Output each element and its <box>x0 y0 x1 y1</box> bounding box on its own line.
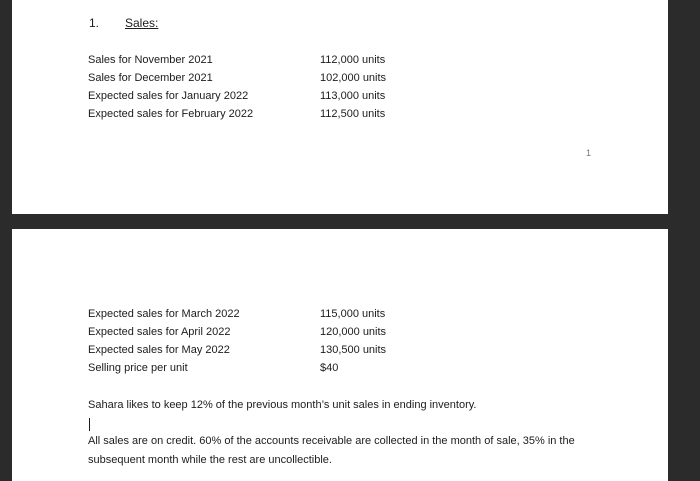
row-label: Expected sales for February 2022 <box>88 108 254 120</box>
sales-row-april-2022 <box>88 323 418 341</box>
row-value: 115,000 units <box>320 308 386 320</box>
sales-row-march-2022 <box>88 305 418 323</box>
row-label: Expected sales for May 2022 <box>88 344 230 356</box>
row-value: 113,000 units <box>320 90 386 102</box>
row-label: Expected sales for April 2022 <box>88 326 231 338</box>
row-value: 112,500 units <box>320 108 386 120</box>
text-cursor <box>89 418 90 431</box>
document-page-1 <box>12 0 668 214</box>
section-number: 1. <box>89 16 100 30</box>
row-value: $40 <box>320 362 339 374</box>
document-page-2[interactable] <box>12 229 668 481</box>
credit-policy-paragraph: All sales are on credit. 60% of the accounts receivable are collected in the month of sale, 35% in the subsequent month while the rest are uncollectible. <box>88 435 575 466</box>
sales-row-may-2022 <box>88 341 418 359</box>
row-label: Sales for December 2021 <box>88 72 213 84</box>
row-label: Expected sales for January 2022 <box>88 90 249 102</box>
page-number: 1 <box>586 148 592 158</box>
row-value: 130,500 units <box>320 344 387 356</box>
sales-row-january-2022 <box>88 87 418 105</box>
selling-price-row <box>88 359 418 377</box>
sales-row-november-2021 <box>88 51 418 69</box>
row-value: 102,000 units <box>320 72 387 84</box>
row-label: Expected sales for March 2022 <box>88 308 240 320</box>
section-title: Sales: <box>125 16 159 30</box>
row-value: 112,000 units <box>320 54 386 66</box>
row-label: Selling price per unit <box>88 362 188 374</box>
inventory-policy-paragraph: Sahara likes to keep 12% of the previous month’s unit sales in ending inventory. <box>88 399 477 411</box>
row-label: Sales for November 2021 <box>88 54 213 66</box>
section-heading <box>89 16 158 30</box>
sales-row-december-2021 <box>88 69 418 87</box>
sales-row-february-2022 <box>88 105 418 123</box>
row-value: 120,000 units <box>320 326 387 338</box>
